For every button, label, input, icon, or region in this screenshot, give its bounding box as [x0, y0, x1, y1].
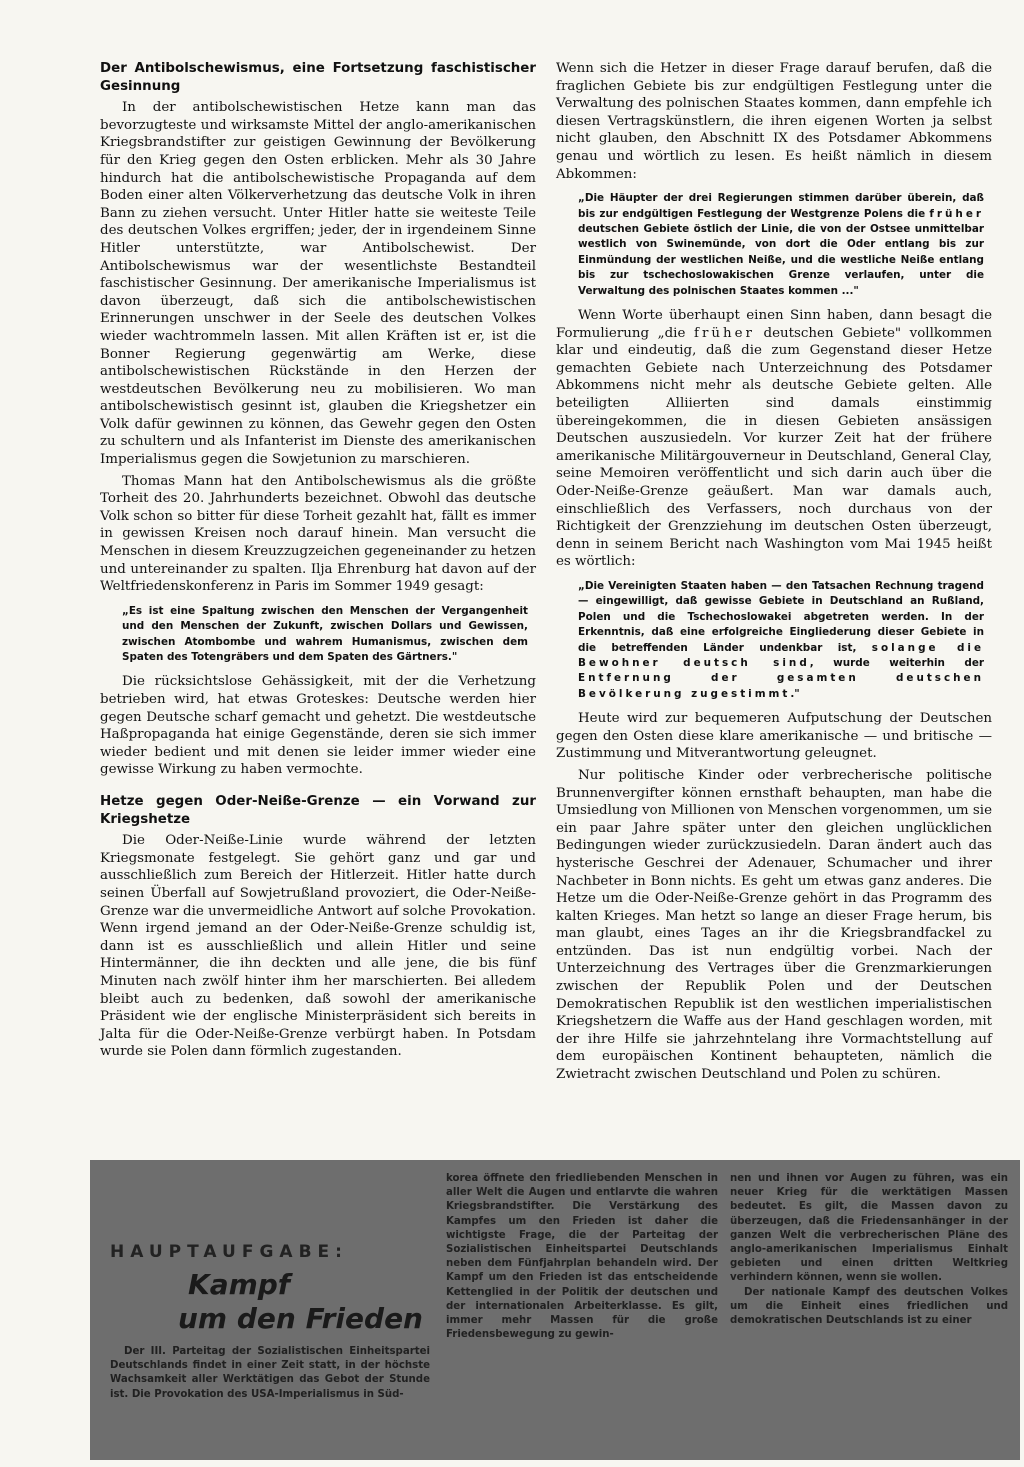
- paragraph: Wenn sich die Hetzer in dieser Frage darauf berufen, daß die fraglichen Gebiete bis zur endgültigen Festlegung unter die Verwaltung des polnischen Staates kommen, dann empfehle ich diesen Vertragskünstlern, die ihren eigenen Worten ja selbst nicht glauben, den Abschnitt IX des Potsdamer Abkommens genau und wörtlich zu lesen. Es heißt nämlich in diesem Abkommen:: [556, 61, 992, 182]
- hauptaufgabe-box: [90, 1160, 1020, 1460]
- spaced-emphasis: Entfernung der gesamten deutschen Bevölkerung zugestimmt: [578, 672, 984, 700]
- quote-text: .": [790, 687, 800, 700]
- left-column: [100, 60, 536, 1065]
- spaced-emphasis: solange die Bewohner deutsch sind: [578, 641, 984, 669]
- box-title: [178, 1268, 423, 1336]
- box-paragraph: Der III. Parteitag der Sozialistischen Einheitspartei Deutschlands findet in einer Zeit statt, in der höchste Wachsamkeit aller Werktätigen das Gebot der Stunde ist. Die Provokation des USA-Imperialismus in Süd-: [110, 1346, 430, 1400]
- box-title-line: Kampf: [188, 1268, 290, 1301]
- paragraph: Heute wird zur bequemeren Aufputschung der Deutschen gegen den Osten diese klare amerikanische — und britische — Zustimmung und Mitverantwortung geleugnet.: [556, 711, 992, 762]
- paragraph-text: Wenn Worte überhaupt einen Sinn haben, dann besagt die Formulierung „die: [556, 308, 992, 341]
- quote-text: „Die Vereinigten Staaten haben — den Tatsachen Rechnung tragend — eingewilligt, daß gewisse Gebiete in Deutschland an Rußland, Polen und die Tschechoslowakei abgetreten werden. In der Erkenntnis, daß eine erfolgreiche Eingliederung dieser Gebiete in die betreffenden Länder undenkbar ist,: [578, 579, 984, 654]
- box-paragraph: Der nationale Kampf des deutschen Volkes um die Einheit eines friedlichen und demokratischen Deutschlands ist zu einer: [730, 1286, 1008, 1327]
- paragraph: Die rücksichtslose Gehässigkeit, mit der die Verhetzung betrieben wird, hat etwas Groteskes: Deutsche werden hier gegen Deutsche scharf gemacht und gehetzt. Die westdeutsche Haßpropaganda hat einige Gegenstände, deren sie sich immer wieder bedient und mit denen sie leider immer wieder eine gewisse Wirkung zu haben vermochte.: [100, 674, 536, 778]
- box-title-line: um den Frieden: [178, 1302, 423, 1335]
- paragraph: Nur politische Kinder oder verbrecherische politische Brunnenvergifter können ernsthaft behaupten, man habe die Umsiedlung von Millionen von Menschen vorgenommen, um sie ein paar Jahre später unter den gleichen unglücklichen Bedingungen wieder zurückzusiedeln. Daran ändert auch das hysterische Geschrei der Adenauer, Schumacher und ihrer Nachbeter in Bonn nichts. Es geht um etwas ganz anderes. Die Hetze um die Oder-Neiße-Grenze gehört in das Programm des kalten Krieges. Man hetzt so lange an dieser Frage herum, bis man glaubt, eines Tages an ihr die Kriegsbrandfackel zu entzünden. Das ist nun endgültig vorbei. Nach der Unterzeichnung des Vertrages über die Grenzmarkierungen zwischen der Republik Polen und der Deutschen Demokratischen Republik ist den westlichen imperialistischen Kriegshetzern die Waffe aus der Hand geschlagen worden, mit der ihre Hilfe sie jahrzehntelang ihre Vormachtstellung auf dem europäischen Kontinent behaupteten, nämlich die Zwietracht zwischen Deutschland und Polen zu schüren.: [556, 767, 992, 1083]
- box-kicker: HAUPTAUFGABE:: [110, 1242, 348, 1262]
- quote-text: , wurde weiterhin der: [809, 656, 985, 669]
- section-heading-oder-neisse: Hetze gegen Oder-Neiße-Grenze — ein Vorwand zur Kriegshetze: [100, 794, 536, 827]
- quote-clay-report: [578, 579, 984, 702]
- box-column-3: [730, 1172, 1008, 1328]
- paragraph: Die Oder-Neiße-Linie wurde während der letzten Kriegsmonate festgelegt. Sie gehört ganz und gar und ausschließlich zum Bereich der Hitlerzeit. Hitler hatte durch seinen Überfall auf Sowjetrußland provoziert, die Oder-Neiße-Grenze war die unvermeidliche Antwort auf solche Provokation. Wenn irgend jemand an der Oder-Neiße-Grenze schuldig ist, dann ist es ausschließlich und allein Hitler und seine Hintermänner, die ihn deckten und alle jene, die bis fünf Minuten nach zwölf hinter ihm her marschierten. Bei alledem bleibt auch zu bedenken, daß sowohl der amerikanische Präsident wie der englische Ministerpräsident sich bereits in Jalta für die Oder-Neiße-Grenze verbürgt haben. In Potsdam wurde sie Polen dann förmlich zugestanden.: [100, 833, 536, 1060]
- quote-potsdam-agreement: [578, 191, 984, 299]
- paragraph: Thomas Mann hat den Antibolschewismus als die größte Torheit des 20. Jahrhunderts bezeichnet. Obwohl das deutsche Volk schon so bitter für diese Torheit gezahlt hat, fällt es immer in gewissen Kreisen noch darauf hinein. Man versucht die Menschen in diesem Kreuzzugzeichen gegeneinander zu hetzen und untereinander zu spalten. Ilja Ehrenburg hat davon auf der Weltfriedenskonferenz in Paris im Sommer 1949 gesagt:: [100, 473, 536, 595]
- box-column-2: [446, 1172, 718, 1342]
- paragraph: In der antibolschewistischen Hetze kann man das bevorzugteste und wirksamste Mittel der anglo-amerikanischen Kriegsbrandstifter zur geistigen Gewinnung der Bevölkerung für den Krieg gegen den Osten erblicken. Mehr als 30 Jahre hindurch hat die antibolschewistische Propaganda auf dem Boden einer alten Völkerverhetzung das deutsche Volk in ihren Bann zu ziehen versucht. Unter Hitler hatte sie weiteste Teile des deutschen Volkes ergriffen; jeder, der in irgendeinem Sinne Hitler unterstützte, war Antibolschewist. Der Antibolschewismus war der wesentlichste Bestandteil faschistischer Gesinnung. Der amerikanische Imperialismus ist davon überzeugt, daß sich die antibolschewistischen Erinnerungen unschwer in der Seele des deutschen Volkes wieder wachtrommeln lassen. Mit allen Kräften ist er, ist die Bonner Regierung gegenwärtig am Werke, diese antibolschewistischen Rückstände in den Herzen der westdeutschen Bevölkerung neu zu mobilisieren. Wo man antibolschewistisch gesinnt ist, glauben die Kriegshetzer ein Volk dafür gewinnen zu können, das Gewehr gegen den Osten zu schultern und als Infanterist im Dienste des amerikanischen Imperialismus gegen die Sowjetunion zu marschieren.: [100, 100, 536, 468]
- box-paragraph: korea öffnete den friedliebenden Menschen in aller Welt die Augen und entlarvte die wahren Kriegsbrandstifter. Die Verstärkung des Kampfes um den Frieden ist daher die wichtigste Frage, die der Parteitag der Sozialistischen Einheitspartei Deutschlands neben dem Fünfjahrplan behandeln wird. Der Kampf um den Frieden ist das entscheidende Kettenglied in der Politik der deutschen und der internationalen Arbeiterklasse. Es gilt, immer mehr Massen für die große Friedensbewegung zu gewin-: [446, 1173, 718, 1341]
- section-heading-antibolschewismus: Der Antibolschewismus, eine Fortsetzung faschistischer Gesinnung: [100, 61, 536, 94]
- quote-text: deutschen Gebiete östlich der Linie, die von der Ostsee unmittelbar westlich von Swinemünde, von dort die Oder entlang bis zur Einmündung der westlichen Neiße, und die westliche Neiße entlang bis zur tschechoslowakischen Grenze verlaufen, unter die Verwaltung des polnischen Staates kommen ...": [578, 222, 984, 297]
- spaced-emphasis: früher: [694, 325, 755, 341]
- quote-text: „Die Häupter der drei Regierungen stimmen darüber überein, daß bis zur endgültigen Festlegung der Westgrenze Polens die: [578, 192, 984, 220]
- right-column: [556, 60, 992, 1088]
- paragraph-text: deutschen Gebiete" vollkommen klar und eindeutig, daß die zum Gegenstand dieser Hetze gemachten Gebiete nach Unterzeichnung des Potsdamer Abkommens nicht mehr als deutsche Gebiete gelten. Alle beteiligten Alliierten sind damals einstimmig übereingekommen, die in diesen Gebieten ansässigen Deutschen auszusiedeln. Vor kurzer Zeit hat der frühere amerikanische Militärgouverneur in Deutschland, General Clay, seine Memoiren veröffentlicht und sich darin auch über die Oder-Neiße-Grenze geäußert. Man war damals auch, einschließlich des Verfassers, noch durchaus von der Richtigkeit der Grenzziehung im deutschen Osten überzeugt, denn in seinem Bericht nach Washington vom Mai 1945 heißt es wörtlich:: [556, 325, 992, 570]
- quote-ehrenburg: „Es ist eine Spaltung zwischen den Menschen der Vergangenheit und den Menschen der Zukunft, zwischen Dollars und Gewissen, zwischen Atombombe und wahrem Humanismus, zwischen dem Spaten des Totengräbers und dem Spaten des Gärtners.": [122, 604, 528, 664]
- box-column-1: [110, 1345, 430, 1402]
- spaced-emphasis: früher: [929, 207, 984, 220]
- box-paragraph: nen und ihnen vor Augen zu führen, was ein neuer Krieg für die werktätigen Massen bedeutet. Es gilt, die Massen davon zu überzeugen, daß die Friedensanhänger in der ganzen Welt die verbrecherischen Pläne des anglo-amerikanischen Imperialismus Einhalt gebieten und einen dritten Weltkrieg verhindern können, wenn sie wollen.: [730, 1173, 1008, 1284]
- paragraph: [556, 307, 992, 571]
